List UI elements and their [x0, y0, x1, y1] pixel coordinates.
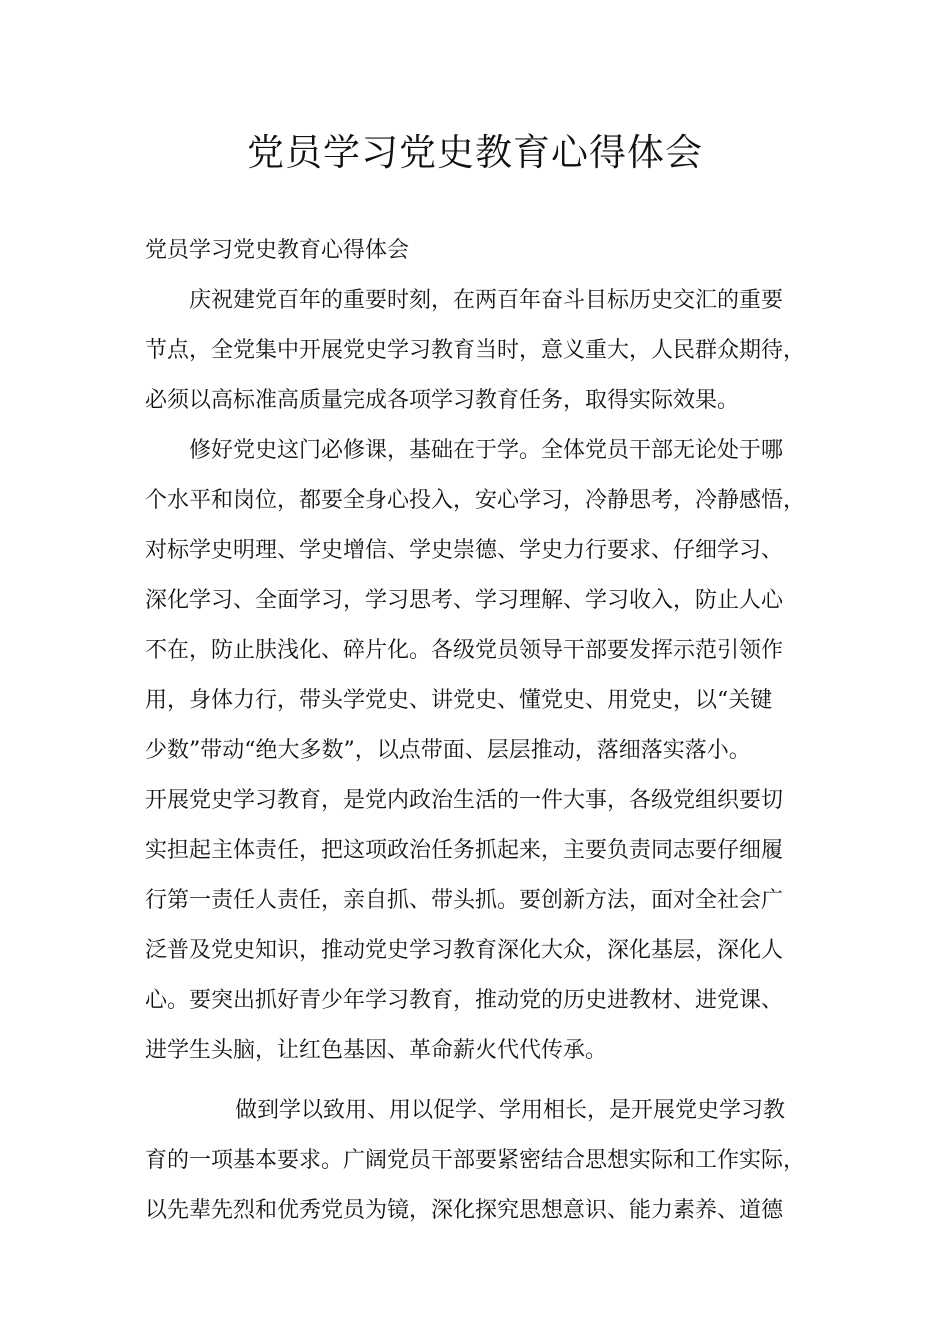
paragraph-line: 个水平和岗位，都要全身心投入，安心学习，冷静思考，冷静感悟，	[145, 488, 806, 513]
paragraph-line: 泛普及党史知识，推动党史学习教育深化大众，深化基层，深化人	[145, 938, 784, 963]
paragraph-1	[145, 276, 813, 426]
paragraph-line: 必须以高标准高质量完成各项学习教育任务，取得实际效果。	[145, 388, 740, 413]
paragraph-line: 修好党史这门必修课，基础在于学。全体党员干部无论处于哪	[189, 438, 784, 463]
paragraph-line: 用，身体力行，带头学党史、讲党史、懂党史、用党史，以“关键	[145, 688, 773, 713]
paragraph-line: 做到学以致用、用以促学、学用相长，是开展党史学习教	[235, 1098, 786, 1123]
paragraph-line: 不在，防止肤浅化、碎片化。各级党员领导干部要发挥示范引领作	[145, 638, 784, 663]
paragraph-line: 以先辈先烈和优秀党员为镜，深化探究思想意识、能力素养、道德	[145, 1198, 784, 1223]
paragraph-line: 庆祝建党百年的重要时刻，在两百年奋斗目标历史交汇的重要	[189, 288, 784, 313]
paragraph-line: 心。要突出抓好青少年学习教育，推动党的历史进教材、进党课、	[145, 988, 784, 1013]
paragraph-line: 节点，全党集中开展党史学习教育当时，意义重大，人民群众期待，	[145, 338, 806, 363]
document-subtitle: 党员学习党史教育心得体会	[145, 238, 410, 263]
document-title: 党员学习党史教育心得体会	[247, 131, 703, 174]
paragraph-line: 育的一项基本要求。广阔党员干部要紧密结合思想实际和工作实际，	[145, 1148, 806, 1173]
paragraph-line: 开展党史学习教育，是党内政治生活的一件大事，各级党组织要切	[145, 788, 784, 813]
document-body	[145, 226, 813, 1236]
paragraph-line: 进学生头脑，让红色基因、革命薪火代代传承。	[145, 1038, 608, 1063]
paragraph-2	[145, 426, 813, 1076]
paragraph-line: 实担起主体责任，把这项政治任务抓起来，主要负责同志要仔细履	[145, 838, 784, 863]
paragraph-line: 对标学史明理、学史增信、学史崇德、学史力行要求、仔细学习、	[145, 538, 784, 563]
paragraph-gap	[145, 1076, 813, 1086]
paragraph-line: 行第一责任人责任，亲自抓、带头抓。要创新方法，面对全社会广	[145, 888, 784, 913]
paragraph-line: 少数”带动“绝大多数”，以点带面、层层推动，落细落实落小。	[145, 738, 751, 763]
paragraph-line: 深化学习、全面学习，学习思考、学习理解、学习收入，防止人心	[145, 588, 784, 613]
paragraph-3	[145, 1086, 813, 1236]
